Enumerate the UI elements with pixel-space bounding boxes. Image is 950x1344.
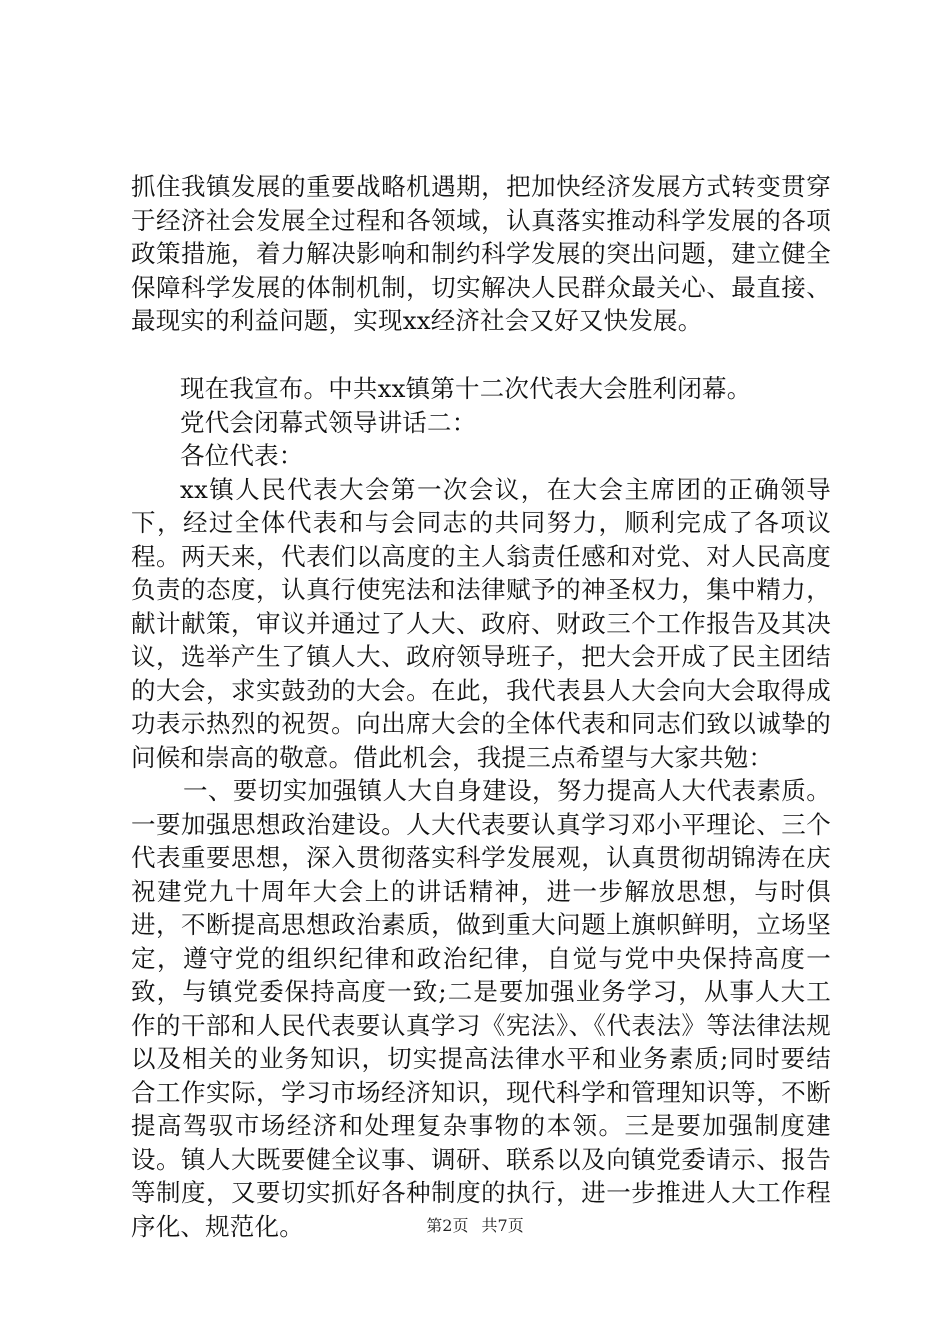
paragraph-salutation: 各位代表： (180, 441, 304, 470)
page-footer (0, 1215, 950, 1237)
page-total: 共7页 (481, 1216, 524, 1235)
page-number: 第2页 (426, 1216, 469, 1235)
text-block-main (131, 338, 831, 1243)
paragraph-body: 一、要切实加强镇人大自身建设，努力提高人大代表素质。一要加强思想政治建设。人大代表要认真学习邓小平理论、三个代表重要思想，深入贯彻落实科学发展观，认真贯彻胡锦涛在庆祝建党九十周年大会上的讲话精神，进一步解放思想，与时俱进，不断提高思想政治素质，做到重大问题上旗帜鲜明，立场坚定，遵守党的组织纪律和政治纪律，自觉与党中央保持高度一致，与镇党委保持高度一致;二是要加强业务学习，从事人大工作的干部和人民代表要认真学习《宪法》、《代表法》等法律法规以及相关的业务知识，切实提高法律水平和业务素质;同时要结合工作实际，学习市场经济知识，现代科学和管理知识等，不断提高驾驭市场经济和处理复杂事物的本领。三是要加强制度建设。镇人大既要健全议事、调研、联系以及向镇党委请示、报告等制度，又要切实抓好各种制度的执行，进一步推进人大工作程序化、规范化。 (131, 776, 831, 1241)
paragraph-speech-heading: 党代会闭幕式领导讲话二： (180, 407, 477, 437)
text-block-top (131, 170, 831, 338)
paragraph-body: xx镇人民代表大会第一次会议，在大会主席团的正确领导下，经过全体代表和与会同志的共同努力，顺利完成了各项议程。两天来，代表们以高度的主人翁责任感和对党、对人民高度负责的态度，认真行使宪法和法律赋予的神圣权力，集中精力，献计献策，审议并通过了人大、政府、财政三个工作报告及其决议，选举产生了镇人大、政府领导班子，把大会开成了民主团结的大会，求实鼓劲的大会。在此，我代表县人大会向大会取得成功表示热烈的祝贺。向出席大会的全体代表和同志们致以诚挚的问候和崇高的敬意。借此机会，我提三点希望与大家共勉： (131, 474, 831, 772)
paragraph: 抓住我镇发展的重要战略机遇期，把加快经济发展方式转变贯穿于经济社会发展全过程和各领域，认真落实推动科学发展的各项政策措施，着力解决影响和制约科学发展的突出问题，建立健全保障科学发展的体制机制，切实解决人民群众最关心、最直接、最现实的利益问题，实现xx经济社会又好又快发展。 (131, 172, 831, 335)
paragraph-closing-announcement: 现在我宣布。中共xx镇第十二次代表大会胜利闭幕。 (180, 374, 752, 403)
